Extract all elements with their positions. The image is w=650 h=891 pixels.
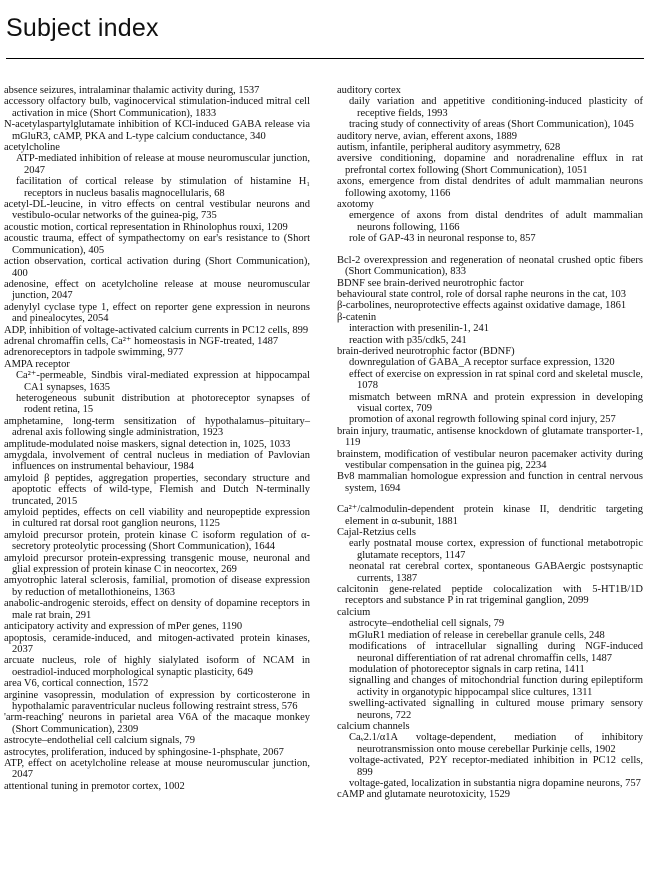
index-column-right bbox=[337, 85, 643, 801]
index-subentry: astrocyte–endothelial cell signals, 79 bbox=[349, 618, 505, 630]
index-subentry: voltage-activated, P2Y receptor-mediated inhibition in PC12 cells, 899 bbox=[349, 755, 643, 778]
index-entry: β-carbolines, neuroprotective effects against oxidative damage, 1861 bbox=[337, 300, 627, 312]
index-entry: amygdala, involvement of central nucleus in mediation of Pavlovian influences on instrumental behaviour, 1984 bbox=[4, 450, 310, 473]
index-column-left bbox=[4, 85, 310, 792]
index-entry: adenosine, effect on acetylcholine release at mouse neuromuscular junction, 2047 bbox=[4, 278, 310, 302]
index-entry: ATP, effect on acetylcholine release at mouse neuromuscular junction, 2047 bbox=[4, 757, 310, 781]
index-entry: area V6, cortical connection, 1572 bbox=[4, 678, 149, 690]
index-entry: amyotrophic lateral sclerosis, familial, promotion of disease expression by reduction of metallothioneins, 1363 bbox=[4, 575, 310, 598]
index-subentry: downregulation of GABA_A receptor surface expression, 1320 bbox=[349, 357, 615, 369]
index-entry: anabolic-androgenic steroids, effect on density of dopamine receptors in male rat brain, 291 bbox=[4, 598, 310, 621]
index-subentry: daily variation and appetitive conditioning-induced plasticity of receptive fields, 1993 bbox=[349, 96, 643, 119]
index-entry: calcium bbox=[337, 606, 371, 618]
index-entry: calcium channels bbox=[337, 720, 410, 732]
index-subentry: effect of exercise on expression in rat spinal cord and skeletal muscle, 1078 bbox=[349, 368, 643, 392]
index-entry: acetylcholine bbox=[4, 142, 60, 154]
index-entry: amplitude-modulated noise maskers, signal detection in, 1025, 1033 bbox=[4, 438, 291, 450]
index-entry: Bcl-2 overexpression and regeneration of neonatal crushed optic fibers (Short Communication), 833 bbox=[337, 254, 643, 278]
index-subentry: Caᵥ2.1/α1A voltage-dependent, mediation of inhibitory neurotransmission onto mouse cerebellar Purkinje cells, 1902 bbox=[349, 732, 643, 755]
index-entry: calcitonin gene-related peptide colocalization with 5-HT1B/1D receptors and substance P in rat trigeminal ganglion, 2099 bbox=[337, 584, 643, 607]
index-entry: attentional tuning in premotor cortex, 1002 bbox=[4, 780, 185, 792]
index-entry: accessory olfactory bulb, vaginocervical stimulation-induced mitral cell activation in mice (Short Communication), 1833 bbox=[4, 96, 310, 119]
index-entry: behavioural state control, role of dorsal raphe neurons in the cat, 103 bbox=[337, 288, 626, 300]
index-subentry: reaction with p35/cdk5, 241 bbox=[349, 334, 467, 346]
index-entry: amphetamine, long-term sensitization of hypothalamus–pituitary–adrenal axis following single administration, 1923 bbox=[4, 415, 310, 439]
index-subentry: mismatch between mRNA and protein expression in developing visual cortex, 709 bbox=[349, 391, 643, 414]
index-subentry: Ca²⁺-permeable, Sindbis viral-mediated expression at hippocampal CA1 synapses, 1635 bbox=[16, 370, 310, 393]
index-entry: acoustic trauma, effect of sympathectomy on ear's resistance to (Short Communication), 405 bbox=[4, 233, 310, 256]
index-subentry: tracing study of connectivity of areas (Short Communication), 1045 bbox=[349, 119, 634, 131]
index-entry: 'arm-reaching' neurons in parietal area V6A of the macaque monkey (Short Communication), 2309 bbox=[4, 712, 310, 735]
index-entry: amyloid β peptides, aggregation properties, secondary structure and apoptotic effects of wild-type, Flemish and Dutch N-terminally truncated, 2015 bbox=[4, 472, 310, 507]
index-entry: brain-derived neurotrophic factor (BDNF) bbox=[337, 345, 515, 357]
index-entry: BDNF see brain-derived neurotrophic factor bbox=[337, 277, 524, 289]
index-subentry: neonatal rat cerebral cortex, spontaneous GABAergic postsynaptic currents, 1387 bbox=[349, 561, 643, 584]
index-entry: Cajal-Retzius cells bbox=[337, 527, 417, 539]
index-entry: astrocytes, proliferation, induced by sphingosine-1-phsphate, 2067 bbox=[4, 746, 284, 758]
index-entry: aversive conditioning, dopamine and noradrenaline efflux in rat prefrontal cortex following (Short Communication), 1051 bbox=[337, 153, 643, 176]
index-entry: adrenoreceptors in tadpole swimming, 977 bbox=[4, 347, 184, 359]
index-entry: brain injury, traumatic, antisense knockdown of glutamate transporter-1, 119 bbox=[337, 425, 643, 449]
index-entry: amyloid peptides, effects on cell viability and neuropeptide expression in cultured rat dorsal root ganglion neurons, 1125 bbox=[4, 507, 310, 530]
index-subentry: heterogeneous subunit distribution at photoreceptor synapses of rodent retina, 15 bbox=[16, 392, 310, 416]
index-entry: anticipatory activity and expression of mPer genes, 1190 bbox=[4, 621, 243, 633]
index-entry: auditory nerve, avian, efferent axons, 1889 bbox=[337, 130, 517, 142]
index-entry: Bv8 mammalian homologue expression and function in central nervous system, 1694 bbox=[337, 471, 643, 494]
index-subentry: mGluR1 mediation of release in cerebellar granule cells, 248 bbox=[349, 629, 605, 641]
index-subentry: facilitation of cortical release by stimulation of histamine H₁ receptors in nucleus basalis magnocellularis, 68 bbox=[16, 176, 310, 199]
index-entry: brainstem, modification of vestibular neuron pacemaker activity during vestibular compensation in the guinea pig, 2234 bbox=[337, 448, 643, 471]
index-subentry: promotion of axonal regrowth following spinal cord injury, 257 bbox=[349, 414, 616, 426]
index-entry: ADP, inhibition of voltage-activated calcium currents in PC12 cells, 899 bbox=[4, 324, 309, 336]
letter-gap bbox=[337, 245, 643, 255]
page-title: Subject index bbox=[6, 14, 159, 42]
index-subentry: interaction with presenilin-1, 241 bbox=[349, 323, 489, 335]
index-entry: acetyl-DL-leucine, in vitro effects on central vestibular neurons and vestibulo-ocular networks of the guinea-pig, 735 bbox=[4, 199, 310, 222]
index-entry: absence seizures, intralaminar thalamic activity during, 1537 bbox=[4, 85, 260, 96]
index-entry: apoptosis, ceramide-induced, and mitogen-activated protein kinases, 2037 bbox=[4, 632, 310, 655]
index-entry: Ca²⁺/calmodulin-dependent protein kinase II, dendritic targeting element in α-subunit, 1881 bbox=[337, 504, 643, 527]
index-subentry: modifications of intracellular signalling during NGF-induced neuronal differentiation of rat adrenal chromaffin cells, 1487 bbox=[349, 641, 643, 664]
letter-gap bbox=[337, 494, 643, 504]
index-entry: amyloid precursor protein, protein kinase C isoform regulation of α-secretory proteolytic processing (Short Communication), 1644 bbox=[4, 529, 310, 553]
index-entry: auditory cortex bbox=[337, 85, 401, 96]
index-entry: arginine vasopressin, modulation of expression by corticosterone in hypothalamic paraventricular nucleus following restraint stress, 576 bbox=[4, 689, 310, 712]
index-entry: acoustic motion, cortical representation in Rhinolophus rouxi, 1209 bbox=[4, 221, 288, 233]
index-subentry: voltage-gated, localization in substantia nigra dopamine neurons, 757 bbox=[349, 777, 641, 789]
index-entry: β-catenin bbox=[337, 311, 377, 323]
index-subentry: role of GAP-43 in neuronal response to, 857 bbox=[349, 233, 536, 245]
index-entry: adenylyl cyclase type 1, effect on reporter gene expression in neurons and pinealocytes, 2054 bbox=[4, 301, 310, 325]
index-entry: astrocyte–endothelial cell calcium signals, 79 bbox=[4, 735, 195, 747]
index-subentry: modulation of photoreceptor signals in carp retina, 1411 bbox=[349, 663, 585, 675]
index-subentry: signalling and changes of mitochondrial function during epileptiform activity in organotypic hippocampal slice cultures, 1311 bbox=[349, 675, 643, 698]
index-subentry: ATP-mediated inhibition of release at mouse neuromuscular junction, 2047 bbox=[16, 153, 310, 176]
index-subentry: emergence of axons from distal dendrites of adult mammalian neurons following, 1166 bbox=[349, 210, 643, 233]
index-entry: axotomy bbox=[337, 199, 374, 211]
title-rule bbox=[6, 58, 644, 59]
index-entry: action observation, cortical activation during (Short Communication), 400 bbox=[4, 256, 310, 279]
index-entry: cAMP and glutamate neurotoxicity, 1529 bbox=[337, 789, 511, 801]
index-entry: adrenal chromaffin cells, Ca²⁺ homeostasis in NGF-treated, 1487 bbox=[4, 335, 279, 347]
index-entry: axons, emergence from distal dendrites of adult mammalian neurons following axotomy, 1166 bbox=[337, 176, 643, 199]
index-subentry: swelling-activated signalling in cultured mouse primary sensory neurons, 722 bbox=[349, 698, 643, 721]
index-entry: N-acetylaspartylglutamate inhibition of KCl-induced GABA release via mGluR3, cAMP, PKA and L-type calcium conductance, 340 bbox=[4, 119, 310, 142]
index-entry: arcuate nucleus, role of highly sialylated isoform of NCAM in oestradiol-induced morphological synaptic plasticity, 649 bbox=[4, 655, 310, 678]
index-entry: amyloid precursor protein-expressing transgenic mouse, neuronal and glial expression of protein kinase C in neocortex, 269 bbox=[4, 552, 310, 576]
index-subentry: early postnatal mouse cortex, expression of functional metabotropic glutamate receptors, 1147 bbox=[349, 538, 643, 561]
index-entry: AMPA receptor bbox=[4, 358, 70, 370]
index-entry: autism, infantile, peripheral auditory asymmetry, 628 bbox=[337, 142, 561, 154]
